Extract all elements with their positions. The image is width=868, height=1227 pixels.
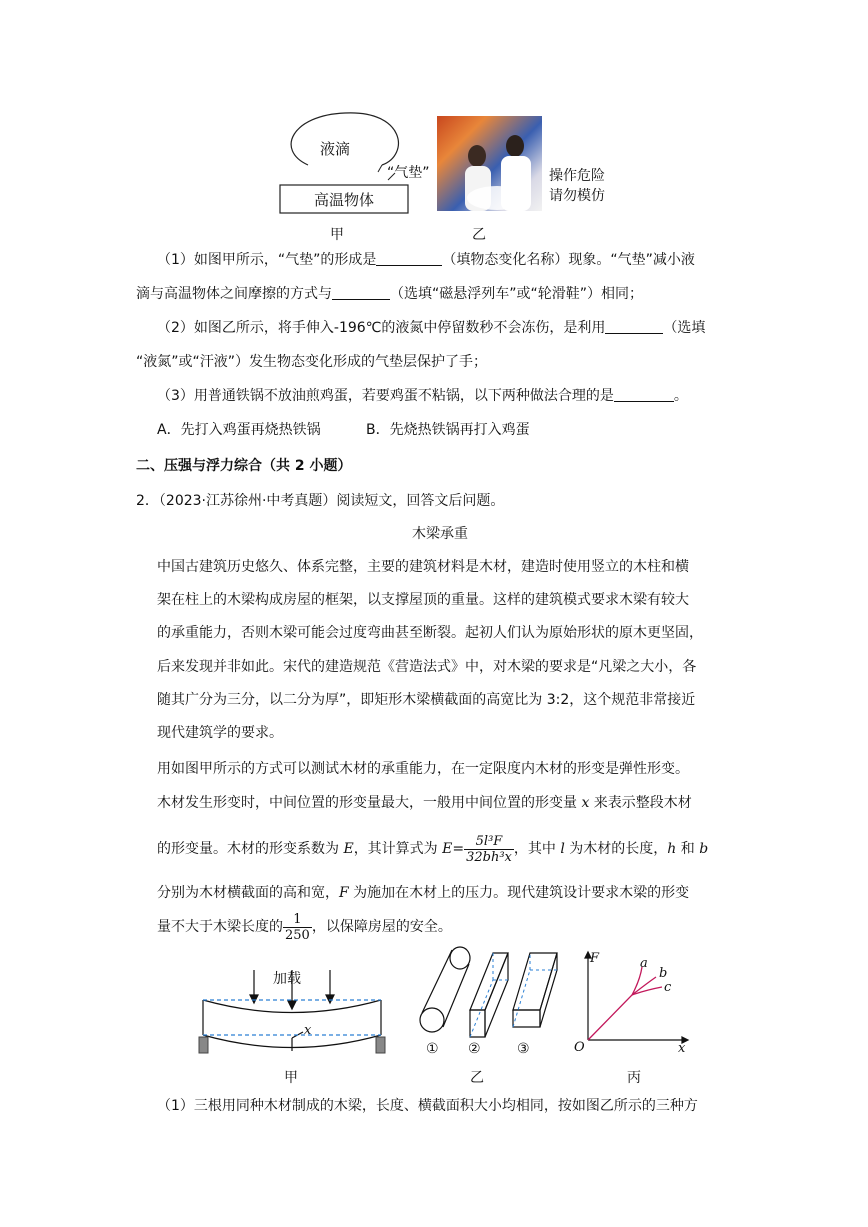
caption-yi-1: 乙 <box>472 227 486 243</box>
formula-fraction: $\frac{\text{5l³F}}{\text{32bh³x}}$ <box>466 833 512 865</box>
article-title: 木梁承重 <box>412 526 468 542</box>
beam-label-1: ① <box>426 1041 439 1057</box>
q1-part3: （3）用普通铁锅不放油煎鸡蛋，若要鸡蛋不粘锅，以下两种做法合理的是 。 <box>157 388 688 404</box>
para1-line: 随其广分为三分，以二分为厚”，即矩形木梁横截面的高宽比为 3:2，这个规范非常接近 <box>157 692 696 708</box>
cushion-label: “气垫” <box>387 165 430 181</box>
para1-line: 中国古建筑历史悠久、体系完整，主要的建筑材料是木材，建造时使用竖立的木柱和横 <box>157 559 689 575</box>
curve-label-c: c <box>664 980 672 995</box>
graph-axis-f: F <box>590 951 600 966</box>
warning-text: 操作危险 请勿模仿 <box>549 168 605 204</box>
hot-object-label: 高温物体 <box>314 191 375 209</box>
answer-blank[interactable] <box>605 319 663 334</box>
section-2-heading: 二、压强与浮力综合（共 2 小题） <box>136 458 352 474</box>
caption-jia-2: 甲 <box>284 1070 298 1086</box>
para2-line5: 量不大于木梁长度的 $\frac{1}{250}$ ，以保障房屋的安全。 <box>157 911 452 943</box>
beam-cross-sections <box>415 945 565 1040</box>
q2-intro: 2．（2023·江苏徐州·中考真题）阅读短文，回答文后问题。 <box>136 493 505 509</box>
caption-jia-1: 甲 <box>330 227 344 243</box>
para1-line: 现代建筑学的要求。 <box>157 725 283 741</box>
q1-part2-line1: （2）如图乙所示，将手伸入-196℃的液氮中停留数秒不会冻伤，是利用 （选填 <box>157 320 706 336</box>
curve-label-a: a <box>640 956 648 971</box>
para1-line: 架在柱上的木梁构成房屋的框架，以支撑屋顶的重量。这样的建筑模式要求木梁有较大 <box>157 592 689 608</box>
beam-label-3: ③ <box>517 1041 530 1057</box>
para1-line: 的承重能力，否则木梁可能会过度弯曲甚至断裂。起初人们认为原始形状的原木更坚固， <box>157 625 703 641</box>
q2-sub1: （1）三根用同种木材制成的木梁，长度、横截面积大小均相同，按如图乙所示的三种方 <box>157 1098 698 1114</box>
limit-fraction: $\frac{1}{250}$ <box>285 911 310 943</box>
caption-yi-2: 乙 <box>470 1070 484 1086</box>
graph-origin: O <box>574 1040 585 1055</box>
force-deformation-graph <box>570 950 690 1050</box>
droplet-label: 液滴 <box>320 140 351 158</box>
q1-part1-line1: （1）如图甲所示，“气垫”的形成是 （填物态变化名称）现象。“气垫”减小液 <box>157 252 695 268</box>
q1-part1-line2: 滴与高温物体之间摩擦的方式与 （选填“磁悬浮列车”或“轮滑鞋”）相同； <box>136 286 644 302</box>
para2-line3: 的形变量。木材的形变系数为 E，其计算式为 E= $\frac{\text{5l³F}}{\text{32bh³x}}$ ，其中 l 为木材的长度，h 和 b <box>157 833 709 865</box>
answer-blank[interactable] <box>614 387 674 402</box>
para2-line2: 木材发生形变时，中间位置的形变量最大，一般用中间位置的形变量 x 来表示整段木材 <box>157 795 692 811</box>
option-a[interactable]: A．先打入鸡蛋再烧热铁锅 <box>157 422 321 438</box>
q1-part2-line2: “液氮”或“汗液”）发生物态变化形成的气垫层保护了手； <box>136 354 488 370</box>
option-b[interactable]: B．先烧热铁锅再打入鸡蛋 <box>366 422 530 438</box>
beam-label-2: ② <box>468 1041 481 1057</box>
para2-line1: 用如图甲所示的方式可以测试木材的承重能力，在一定限度内木材的形变是弹性形变。 <box>157 761 689 777</box>
lab-scene-illustration <box>437 116 542 211</box>
graph-axis-x: x <box>678 1041 686 1056</box>
answer-blank[interactable] <box>376 251 442 266</box>
para2-line4: 分别为木材横截面的高和宽，F 为施加在木材上的压力。现代建筑设计要求木梁的形变 <box>157 885 690 901</box>
deflection-x-label: x <box>304 1023 312 1038</box>
caption-bing: 丙 <box>627 1070 641 1086</box>
para1-line: 后来发现并非如此。宋代的建造规范《营造法式》中，对木梁的要求是“凡梁之大小，各 <box>157 659 697 675</box>
answer-blank[interactable] <box>332 285 390 300</box>
load-label: 加载 <box>273 971 301 987</box>
curve-label-b: b <box>659 966 668 981</box>
liquid-nitrogen-photo <box>437 116 542 211</box>
